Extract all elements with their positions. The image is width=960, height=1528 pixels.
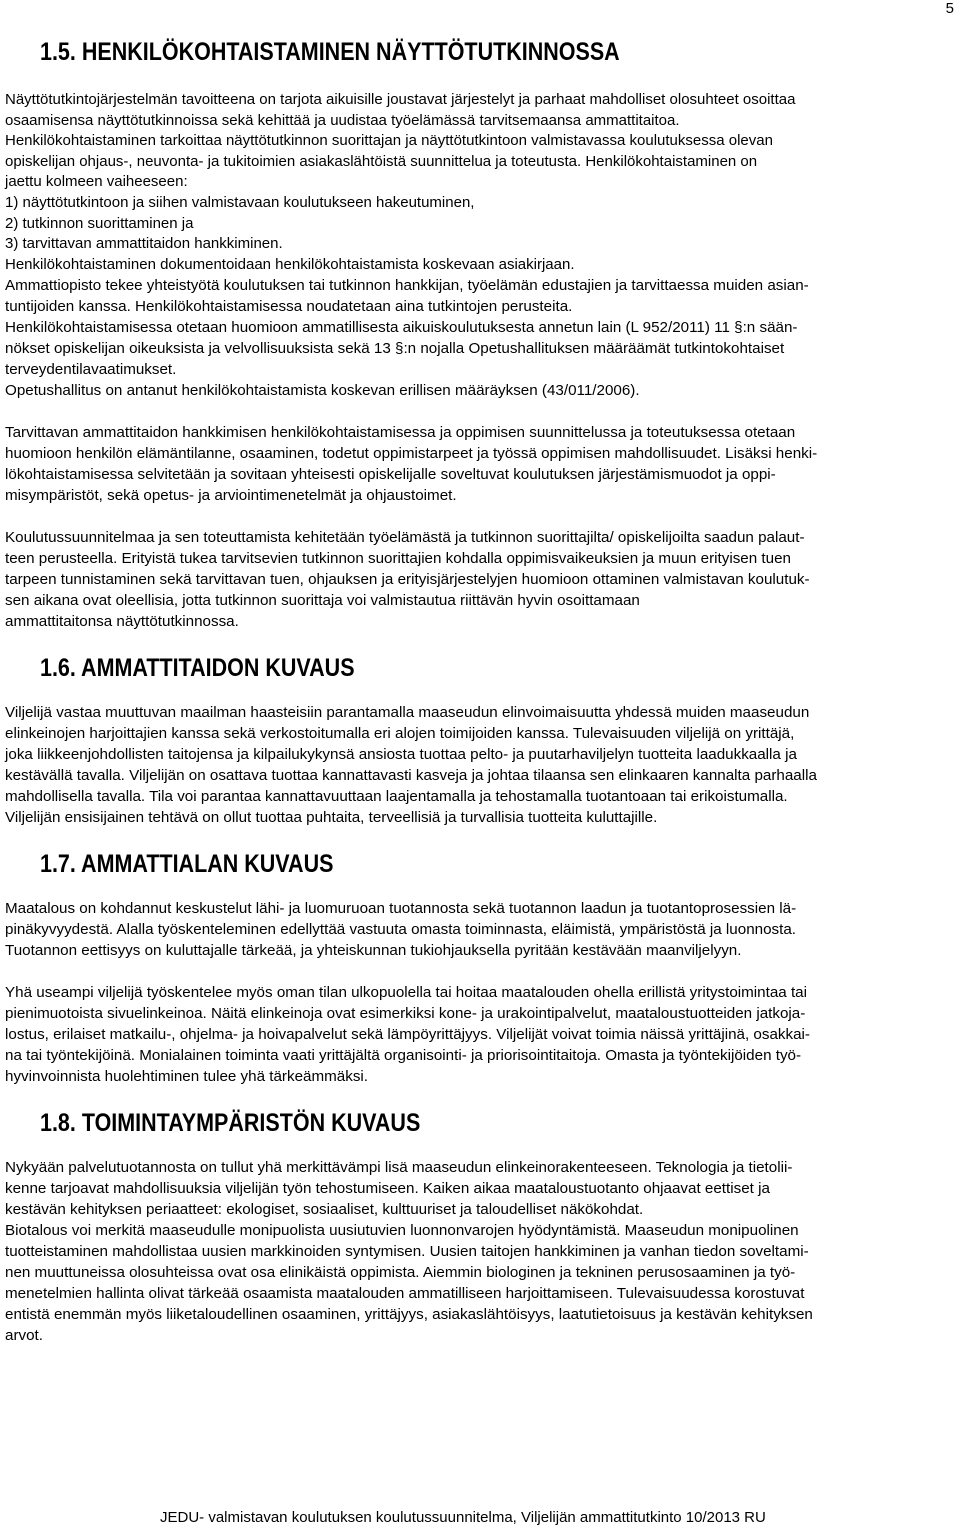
text-line: Tarvittavan ammattitaidon hankkimisen henkilökohtaistamisessa ja oppimisen suunnittelussa ja toteutuksessa otetaan xyxy=(5,424,796,442)
list-item: 3) tarvittavan ammattitaidon hankkiminen. xyxy=(5,235,283,253)
text-line: Henkilökohtaistamisessa otetaan huomioon ammatillisesta aikuiskoulutuksesta annetun lain (L 952/2011) 11 §:n sään- xyxy=(5,319,798,337)
section-gap xyxy=(5,1087,953,1105)
text-line: teen perusteella. Erityistä tukea tarvitsevien tutkinnon suorittajien kohdalla oppimisvaikeuksien ja muun erityisen tuen xyxy=(5,550,791,568)
text-line: Maatalous on kohdannut keskustelut lähi- ja luomuruoan tuotannosta sekä tuotannon laadun ja tuotantoprosessien lä- xyxy=(5,900,797,918)
text-line: tuotteistaminen mahdollistaa uusien markkinoiden syntymisen. Uusien taitojen hankkiminen ja vanhan tiedon soveltami- xyxy=(5,1243,809,1261)
text-line: Näyttötutkintojärjestelmän tavoitteena on tarjota aikuisille joustavat järjestelyt ja parhaat mahdolliset olosuhteet osoittaa xyxy=(5,91,796,108)
text-line: joka liikkeenjohdollisten taitojensa ja kilpailukykynsä ansiosta tuottaa pelto- ja puutarhaviljelyn tuotteita laadukkaalla ja xyxy=(5,746,797,764)
text-line: sen aikana ovat oleellisia, jotta tutkinnon suorittaja voi valmistautua riittävän hyvin osoittamaan xyxy=(5,592,640,610)
list-item: 1) näyttötutkintoon ja siihen valmistavaan koulutukseen hakeutuminen, xyxy=(5,193,475,211)
list-item: 2) tutkinnon suorittaminen ja xyxy=(5,214,194,232)
text-line: jaettu kolmeen vaiheeseen: xyxy=(5,173,188,191)
text-line: elinkeinojen harjoittajien kanssa sekä verkostoitumalla eri alojen toimijoiden kanssa. Tulevaisuuden viljelijä on yrittäjä, xyxy=(5,725,795,743)
text-line: arvot. xyxy=(5,1327,43,1345)
text-line: kestävän kehityksen periaatteet: ekologiset, sosiaaliset, kulttuuriset ja taloudelliset näkökohdat. xyxy=(5,1201,644,1219)
text-line: Opetushallitus on antanut henkilökohtaistamista koskevan erillisen määräyksen (43/011/2006). xyxy=(5,382,640,400)
paragraph-gap xyxy=(5,401,953,422)
text-line: menetelmien hallinta olivat tärkeää osaamista maatalouden ammatilliseen harjoittamiseen. Tulevaisuudessa korostuvat xyxy=(5,1285,805,1303)
page-number: 5 xyxy=(945,0,954,17)
text-line: na tai työntekijöinä. Monialainen toiminta vaati yrittäjältä organisointi- ja priorisointitaitoja. Omasta ja työntekijöiden työ- xyxy=(5,1047,802,1065)
text-line: nökset opiskelijan oikeuksista ja velvollisuuksista sekä 13 §:n nojalla Opetushallituksen määräämät tutkintokohtaiset xyxy=(5,340,785,358)
text-line: terveydentilavaatimukset. xyxy=(5,361,177,379)
text-line: opiskelijan ohjaus-, neuvonta- ja tukitoimien asiakaslähtöistä suunnittelua ja toteutusta. Henkilökohtaistaminen on xyxy=(5,152,758,170)
section-1-5-paragraph-4 xyxy=(5,527,953,632)
text-line: mahdollisella tavalla. Tila voi parantaa kannattavuuttaan laajentamalla ja tehostamalla tuotantoaan tai erikoistumalla. xyxy=(5,788,788,806)
text-line: Henkilökohtaistaminen dokumentoidaan henkilökohtaistamista koskevaan asiakirjaan. xyxy=(5,255,575,273)
section-gap xyxy=(5,828,953,846)
section-1-5-paragraph-3 xyxy=(5,422,953,506)
page-footer: JEDU- valmistavan koulutuksen koulutussuunnitelma, Viljelijän ammattitutkinto 10/2013 RU xyxy=(160,1509,766,1526)
section-1-6-paragraph xyxy=(5,702,953,828)
text-line: Viljelijän ensisijainen tehtävä on ollut tuottaa puhtaita, terveellisiä ja turvallisia tuotteita kuluttajille. xyxy=(5,809,658,827)
section-gap xyxy=(5,632,953,650)
text-line: pinäkyvyydestä. Alalla työskenteleminen edellyttää vastuuta omasta toiminnasta, eläimistä, ympäristöstä ja luonnosta. xyxy=(5,921,797,939)
section-1-5-paragraph-1 xyxy=(5,90,953,275)
text-line: hyvinvoinnista huolehtiminen tulee yhä tärkeämmäksi. xyxy=(5,1068,369,1086)
text-line: entistä enemmän myös liiketaloudellinen osaaminen, yrittäjyys, asiakaslähtöisyys, laatutietoisuus ja kestävän kehityksen xyxy=(5,1306,813,1324)
section-1-8-paragraph xyxy=(5,1157,953,1346)
section-1-7-paragraph-1 xyxy=(5,898,953,961)
section-1-5-paragraph-2 xyxy=(5,275,953,401)
text-line: misympäristöt, sekä opetus- ja arviointimenetelmät ja ohjaustoimet. xyxy=(5,487,457,505)
text-line: pienimuotoista sivuelinkeinoa. Näitä elinkeinoja ovat esimerkiksi kone- ja urakointipalvelut, maataloustuotteiden jatkoja- xyxy=(5,1005,806,1023)
text-line: Yhä useampi viljelijä työskentelee myös oman tilan ulkopuolella tai hoitaa maatalouden ohella erillistä yritystoimintaa tai xyxy=(5,984,807,1002)
text-line: nen muuttuneissa olosuhteissa ovat osa elinikäistä oppimista. Aiemmin biologinen ja tekninen perusosaaminen ja työ- xyxy=(5,1264,796,1282)
paragraph-gap xyxy=(5,961,953,982)
text-line: kestävällä tavalla. Viljelijän on osattava tuottaa kannattavasti kasveja ja johtaa tilaansa sen elinkaaren kannalta parhaalla xyxy=(5,767,817,785)
text-line: Koulutussuunnitelmaa ja sen toteuttamista kehitetään työelämästä ja tutkinnon suorittajilta/ opiskelijoilta saadun palaut- xyxy=(5,529,805,547)
text-line: tarpeen tunnistaminen sekä tarvittavan tuen, ohjauksen ja erityisjärjestelyjen huomioon ottaminen valmistavan koulutuk- xyxy=(5,571,810,589)
text-line: ammattitaitonsa näyttötutkinnossa. xyxy=(5,613,239,631)
text-line: huomioon henkilön elämäntilanne, osaaminen, todetut oppimistarpeet ja työssä oppimisen mahdollisuudet. Lisäksi henki- xyxy=(5,445,818,463)
text-line: Ammattiopisto tekee yhteistyötä koulutuksen tai tutkinnon hankkijan, työelämän edustajien ja tarvittaessa muiden asian- xyxy=(5,277,809,295)
text-line: kenne tarjoavat mahdollisuuksia viljelijän työn tehostumiseen. Kaiken aikaa maataloustuotanto ohjaavat eettiset ja xyxy=(5,1180,770,1198)
text-line: osaamisensa näyttötutkinnoissa sekä kehittää ja uudistaa työelämässä tarvitsemaansa ammattitaitoa. xyxy=(5,111,680,129)
section-title-1-5: 1.5. HENKILÖKOHTAISTAMINEN NÄYTTÖTUTKINNOSSA xyxy=(40,38,620,66)
text-line: tuntijoiden kanssa. Henkilökohtaistamisessa noudatetaan aina tutkintojen perusteita. xyxy=(5,298,573,316)
text-line: Biotalous voi merkitä maaseudulle monipuolista uusiutuvien luonnonvarojen hyödyntämistä. Maaseudun monipuolinen xyxy=(5,1222,799,1240)
text-line: lökohtaistamisessa selvitetään ja sovitaan yhteisesti opiskelijalle soveltuvat koulutuksen järjestämismuodot ja oppi- xyxy=(5,466,776,484)
text-line: Viljelijä vastaa muuttuvan maailman haasteisiin parantamalla maaseudun elinvoimaisuutta yhdessä muiden maaseudun xyxy=(5,704,810,722)
document-body xyxy=(5,34,953,1346)
text-line: Henkilökohtaistaminen tarkoittaa näyttötutkinnon suorittajan ja näyttötutkintoon valmistavassa koulutuksessa olevan xyxy=(5,132,773,150)
section-title-1-6: 1.6. AMMATTITAIDON KUVAUS xyxy=(40,654,355,683)
text-line: lostus, erilaiset matkailu-, ohjelma- ja hoivapalvelut sekä lämpöyrittäjyys. Viljelijät voivat toimia näissä yrittäjinä, osakkai- xyxy=(5,1026,810,1044)
section-title-1-7: 1.7. AMMATTIALAN KUVAUS xyxy=(40,850,334,879)
section-1-7-paragraph-2 xyxy=(5,982,953,1087)
section-title-1-8: 1.8. TOIMINTAYMPÄRISTÖN KUVAUS xyxy=(40,1109,421,1138)
text-line: Nykyään palvelutuotannosta on tullut yhä merkittävämpi lisä maaseudun elinkeinorakenteeseen. Teknologia ja tietolii- xyxy=(5,1159,793,1177)
text-line: Tuotannon eettisyys on kuluttajalle tärkeää, ja yhteiskunnan tukiohjauksella pyritään kestävään maanviljelyyn. xyxy=(5,942,742,960)
paragraph-gap xyxy=(5,506,953,527)
